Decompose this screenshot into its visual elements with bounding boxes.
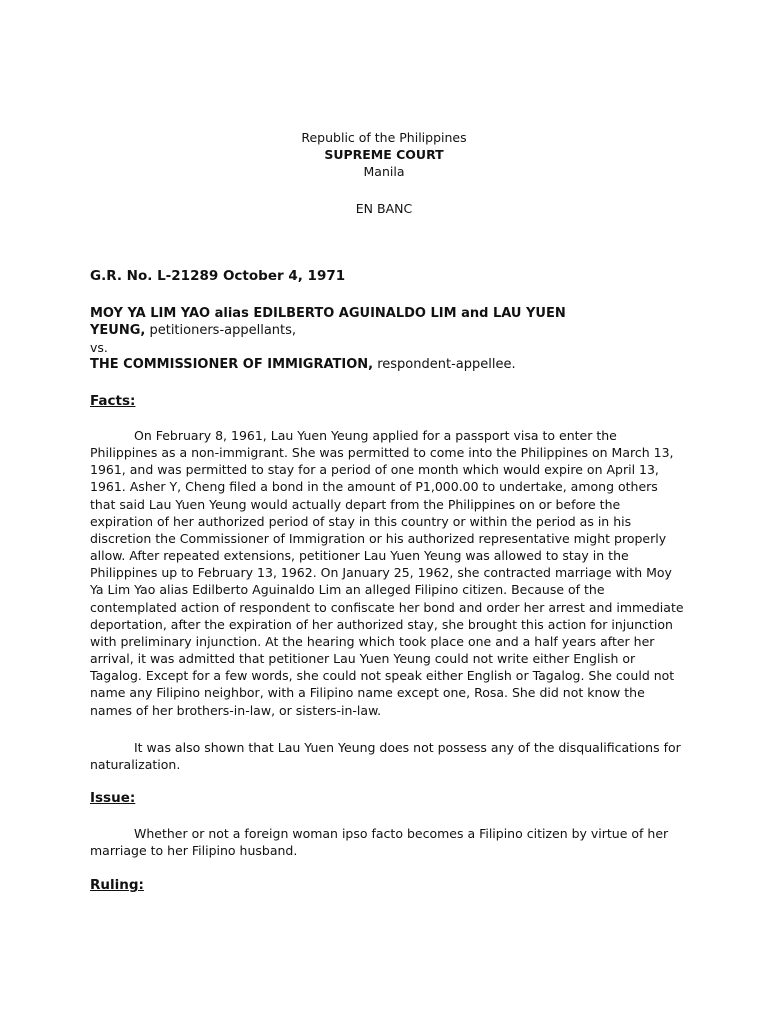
- issue-heading: Issue:: [90, 790, 136, 806]
- facts-paragraph-1: On February 8, 1961, Lau Yuen Yeung applied for a passport visa to enter the Philippines as a non-immigrant. She was permitted to come into the Philippines on March 13, 1961, and was permitted to stay for a period of one month which would expire on April 13, 1961. Asher Y, Cheng filed a bond in the amount of P1,000.00 to undertake, among others that said Lau Yuen Yeung would actually depart from the Philippines on or before the expiration of her authorized period of stay in this country or within the period as in his discretion the Commissioner of Immigration or his authorized representative might properly allow. After repeated extensions, petitioner Lau Yuen Yeung was allowed to stay in the Philippines up to February 13, 1962. On January 25, 1962, she contracted marriage with Moy Ya Lim Yao alias Edilberto Aguinaldo Lim an alleged Filipino citizen. Because of the contemplated action of respondent to confiscate her bond and order her arrest and immediate deportation, after the expiration of her authorized stay, she brought this action for injunction with preliminary injunction. At the hearing which took place one and a half years after her arrival, it was admitted that petitioner Lau Yuen Yeung could not write either English or Tagalog. Except for a few words, she could not speak either English or Tagalog. She could not name any Filipino neighbor, with a Filipino name except one, Rosa. She did not know the names of her brothers-in-law, or sisters-in-law.: [90, 428, 684, 718]
- issue-paragraph: Whether or not a foreign woman ipso facto becomes a Filipino citizen by virtue of her marriage to her Filipino husband.: [90, 826, 669, 859]
- respondent-name: THE COMMISSIONER OF IMMIGRATION,: [90, 357, 374, 372]
- case-number: G.R. No. L-21289 October 4, 1971: [90, 268, 346, 284]
- petitioners-name: MOY YA LIM YAO alias EDILBERTO AGUINALDO LIM and LAU YUEN YEUNG,: [90, 306, 566, 338]
- court-header: [0, 129, 768, 180]
- respondent-role: respondent-appellee.: [373, 357, 516, 372]
- facts-paragraph-2: It was also shown that Lau Yuen Yeung does not possess any of the disqualifications for naturalization.: [90, 740, 681, 773]
- facts-heading: Facts:: [90, 393, 136, 409]
- versus-label: vs.: [90, 340, 108, 355]
- petitioners-role: petitioners-appellants,: [145, 323, 297, 338]
- respondent: [90, 356, 682, 373]
- city-line: Manila: [363, 164, 405, 179]
- court-name: SUPREME COURT: [324, 147, 444, 162]
- ruling-heading: Ruling:: [90, 877, 144, 893]
- petitioners: [90, 305, 570, 339]
- republic-line: Republic of the Philippines: [301, 130, 467, 145]
- division-label: EN BANC: [355, 201, 413, 216]
